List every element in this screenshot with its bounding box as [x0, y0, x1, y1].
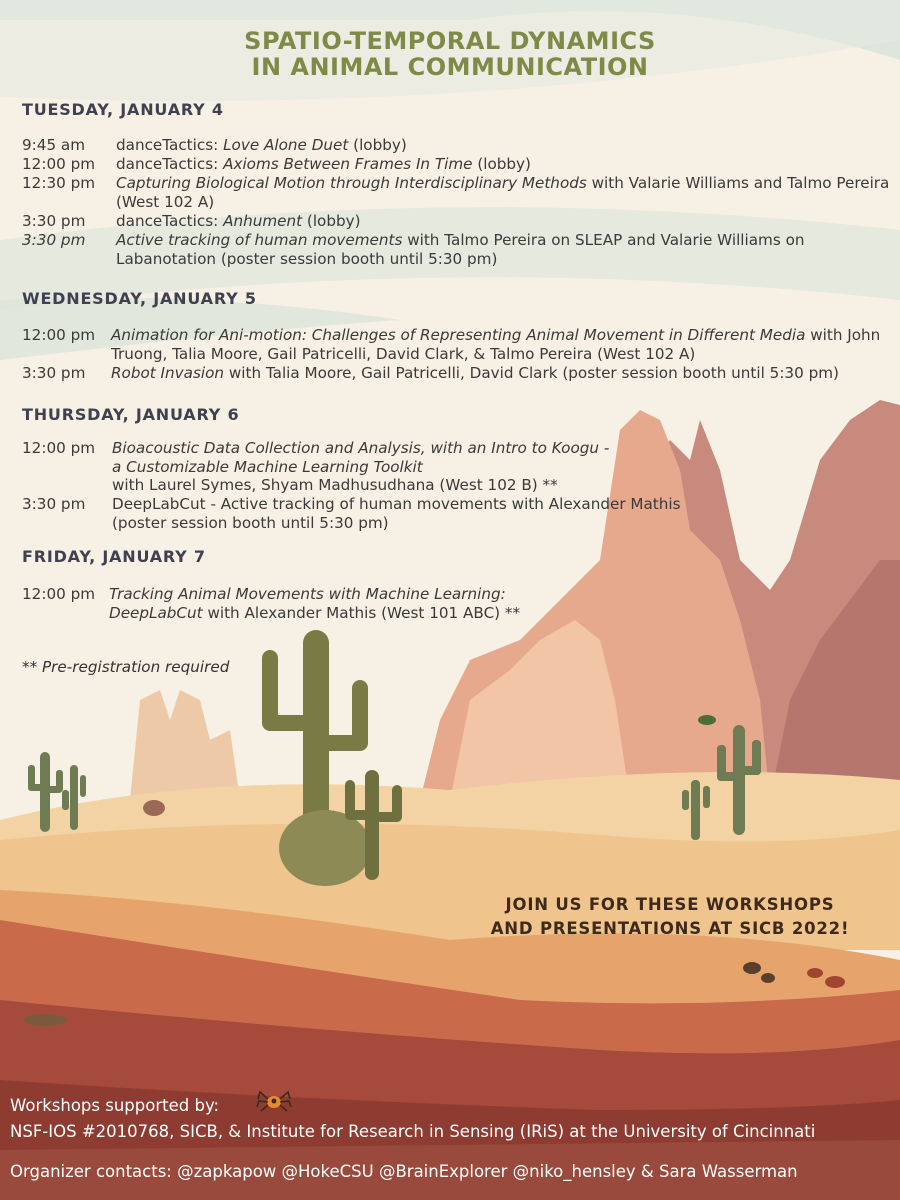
- event-time: 9:45 am: [22, 136, 86, 154]
- spider-logo-icon: [256, 1087, 292, 1115]
- title-line-1: SPATIO-TEMPORAL DYNAMICS: [244, 27, 656, 55]
- preregistration-note: ** Pre-registration required: [22, 658, 230, 676]
- poster-title: [0, 28, 900, 80]
- event-time: 3:30 pm: [22, 212, 86, 230]
- join-us-callout: [440, 893, 900, 941]
- event-time: 12:00 pm: [22, 155, 96, 173]
- shrub-ball: [279, 810, 371, 886]
- join-line-1: JOIN US FOR THESE WORKSHOPS: [505, 895, 835, 914]
- event-time: 3:30 pm: [22, 495, 86, 513]
- event-time: 3:30 pm: [22, 231, 86, 249]
- event-description: Tracking Animal Movements with Machine Learning: DeepLabCut with Alexander Mathis (West 101 ABC) **: [109, 585, 521, 622]
- day-heading-wednesday: WEDNESDAY, JANUARY 5: [22, 289, 257, 308]
- event-time: 12:00 pm: [22, 439, 96, 457]
- event-description: danceTactics: Axioms Between Frames In Time (lobby): [116, 155, 531, 173]
- cricket: [23, 1014, 67, 1026]
- event-description: DeepLabCut - Active tracking of human movements with Alexander Mathis (poster session booth until 5:30 pm): [112, 495, 681, 532]
- frog: [143, 800, 165, 816]
- event-time: 12:00 pm: [22, 326, 96, 344]
- organizer-contacts: Organizer contacts: @zapkapow @HokeCSU @BrainExplorer @niko_hensley & Sara Wasserman: [10, 1162, 798, 1181]
- event-description: Active tracking of human movements with Talmo Pereira on SLEAP and Valarie Williams on Labanotation (poster session booth until 5:30 pm): [116, 231, 805, 268]
- supported-by-label: Workshops supported by:: [10, 1096, 220, 1115]
- sponsors-line: NSF-IOS #2010768, SICB, & Institute for Research in Sensing (IRiS) at the University of Cincinnati: [10, 1122, 816, 1141]
- join-line-2: AND PRESENTATIONS AT SICB 2022!: [490, 919, 850, 938]
- event-time: 12:30 pm: [22, 174, 96, 192]
- day-heading-thursday: THURSDAY, JANUARY 6: [22, 405, 240, 424]
- day-heading-tuesday: TUESDAY, JANUARY 4: [22, 100, 224, 119]
- event-time: 3:30 pm: [22, 364, 86, 382]
- event-description: Capturing Biological Motion through Interdisciplinary Methods with Valarie Williams and Talmo Pereira (West 102 A): [116, 174, 890, 211]
- day-heading-friday: FRIDAY, JANUARY 7: [22, 547, 206, 566]
- event-description: Robot Invasion with Talia Moore, Gail Patricelli, David Clark (poster session booth until 5:30 pm): [111, 364, 839, 382]
- fly: [698, 715, 716, 725]
- event-description: Animation for Ani-motion: Challenges of Representing Animal Movement in Different Media with John Truong, Talia Moore, Gail Patricelli, David Clark, & Talmo Pereira (West 102 A): [111, 326, 881, 363]
- event-description: Bioacoustic Data Collection and Analysis, with an Intro to Koogu - a Customizable Machine Learning Toolkit with Laurel Symes, Shyam Madhusudhana (West 102 B) **: [112, 439, 610, 494]
- event-description: danceTactics: Anhument (lobby): [116, 212, 361, 230]
- event-description: danceTactics: Love Alone Duet (lobby): [116, 136, 407, 154]
- event-time: 12:00 pm: [22, 585, 96, 603]
- title-line-2: IN ANIMAL COMMUNICATION: [251, 53, 649, 81]
